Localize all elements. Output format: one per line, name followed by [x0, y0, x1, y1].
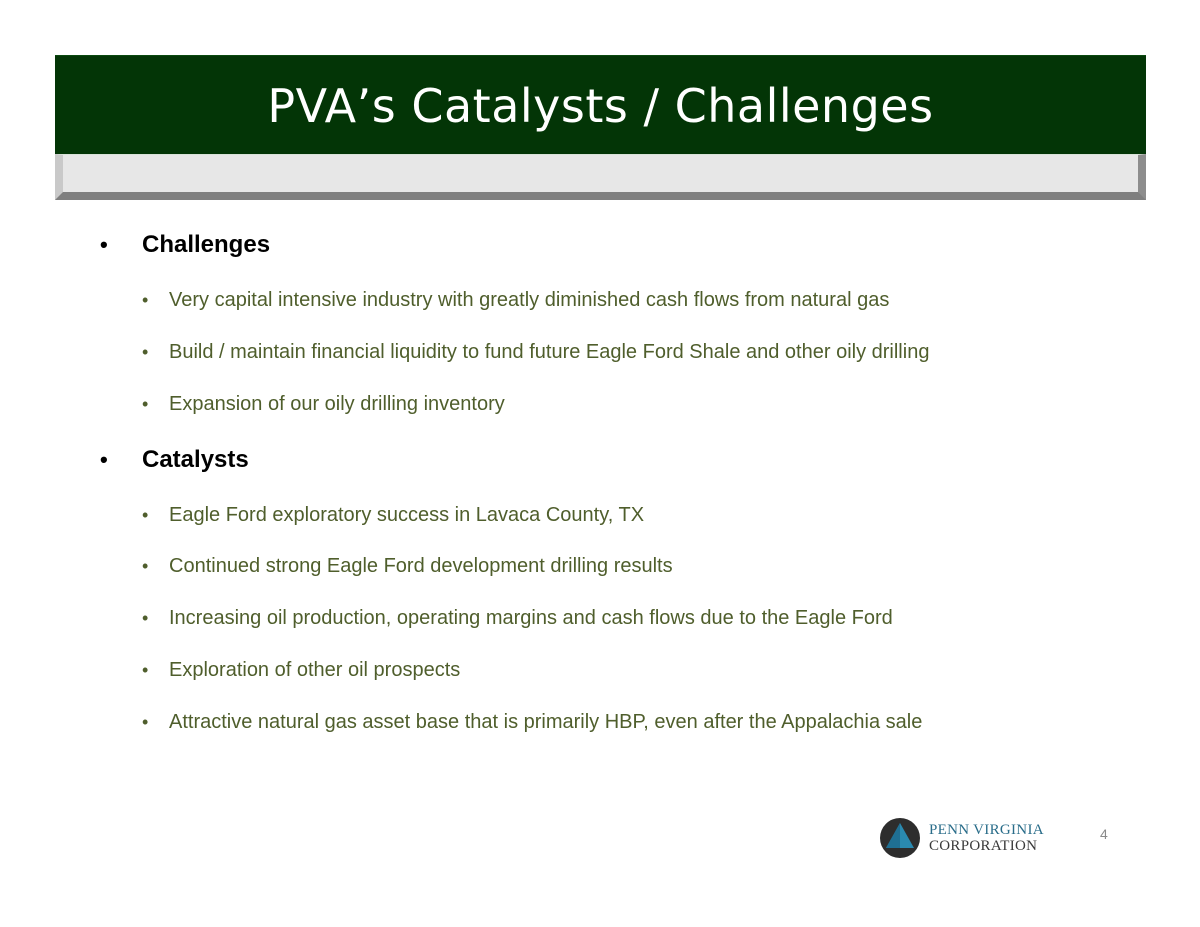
- challenges-heading-text: Challenges: [142, 231, 271, 258]
- bullet-icon: •: [100, 232, 108, 257]
- logo-line-2: CORPORATION: [929, 838, 1038, 854]
- bullet-icon: •: [142, 342, 149, 362]
- title-bevel: [55, 154, 1146, 200]
- triangle-logo-icon: [880, 818, 920, 858]
- list-item: • Very capital intensive industry with greatly diminished cash flows from natural gas: [142, 289, 890, 311]
- list-item: • Continued strong Eagle Ford development drilling results: [142, 555, 673, 577]
- bullet-icon: •: [142, 712, 149, 732]
- challenges-heading: [100, 231, 270, 259]
- list-item: • Eagle Ford exploratory success in Lavaca County, TX: [142, 504, 645, 526]
- bullet-icon: •: [100, 447, 108, 472]
- catalysts-heading-text: Catalysts: [142, 446, 249, 473]
- bullet-icon: •: [142, 394, 149, 414]
- page-number: 4: [1100, 826, 1108, 842]
- company-logo: [880, 818, 1044, 858]
- list-item: • Exploration of other oil prospects: [142, 659, 461, 681]
- slide-title: PVA’s Catalysts / Challenges: [267, 78, 934, 133]
- catalysts-heading: [100, 446, 249, 474]
- bullet-icon: •: [142, 556, 149, 576]
- list-item: • Attractive natural gas asset base that is primarily HBP, even after the Appalachia sale: [142, 711, 923, 733]
- bullet-icon: •: [142, 660, 149, 680]
- title-bar: [55, 55, 1146, 155]
- logo-line-1: PENN VIRGINIA: [929, 822, 1044, 838]
- list-item: • Increasing oil production, operating margins and cash flows due to the Eagle Ford: [142, 607, 893, 629]
- bullet-icon: •: [142, 505, 149, 525]
- bullet-icon: •: [142, 608, 149, 628]
- list-item: • Expansion of our oily drilling inventory: [142, 393, 505, 415]
- bullet-icon: •: [142, 290, 149, 310]
- list-item: • Build / maintain financial liquidity to fund future Eagle Ford Shale and other oily drilling: [142, 341, 930, 363]
